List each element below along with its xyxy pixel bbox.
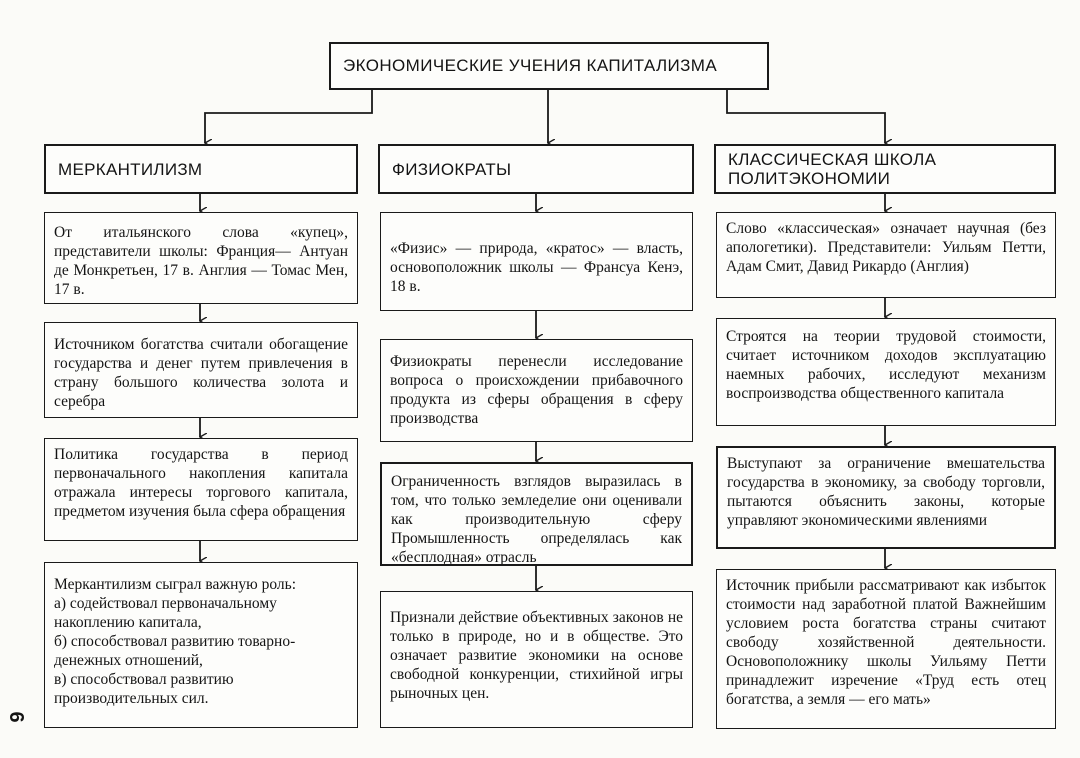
physiocrats-origin-box: «Физис» — природа, «кратос» — власть, основоположник школы — Франсуа Кенэ, 18 в. bbox=[380, 212, 693, 311]
classical-origin-box: Слово «классическая» означает научная (без апологетики). Представители: Уильям Петти, Адам Смит, Давид Рикардо (Англия) bbox=[716, 212, 1056, 298]
mercantilism-policy-box: Политика государства в период первоначального накопления капитала отражала интересы торгового капитала, предметом изучения была сфера обращения bbox=[44, 438, 358, 541]
heading-physiocrats: ФИЗИОКРАТЫ bbox=[378, 144, 694, 194]
physiocrats-limitations-box: Ограниченность взглядов выразилась в том, что только земледелие они оценивали как производительную сферу Промышленность определялась как «бесплодная» отрасль bbox=[380, 462, 693, 566]
heading-classical-school: КЛАССИЧЕСКАЯ ШКОЛА ПОЛИТЭКОНОМИИ bbox=[714, 144, 1056, 194]
physiocrats-research-box: Физиократы перенесли исследование вопроса о происхождении прибавочного продукта из сферы обращения в сферу производства bbox=[380, 339, 693, 442]
mercantilism-wealth-box: Источником богатства считали обогащение государства и денег путем привлечения в страну большого количества золота и серебра bbox=[44, 322, 358, 418]
connector-title-to-mercantilism bbox=[205, 90, 372, 143]
connector-title-to-classical bbox=[727, 90, 885, 143]
page-number: 6 bbox=[5, 711, 27, 723]
classical-labor-value-box: Строятся на теории трудовой стоимости, считает источником доходов эксплуатацию наемных рабочих, исследуют механизм воспроизводства общественного капитала bbox=[716, 318, 1056, 426]
heading-mercantilism: МЕРКАНТИЛИЗМ bbox=[44, 144, 358, 194]
classical-free-trade-box: Выступают за ограничение вмешательства государства в экономику, за свободу торговли, пытаются объяснить законы, которые управляют экономическими явлениями bbox=[716, 446, 1056, 549]
mercantilism-origin-box: От итальянского слова «купец», представители школы: Франция— Антуан де Монкретьен, 17 в. Англия — Томас Мен, 17 в. bbox=[44, 212, 358, 304]
diagram-title: ЭКОНОМИЧЕСКИЕ УЧЕНИЯ КАПИТАЛИЗМА bbox=[329, 42, 769, 90]
mercantilism-role-box: Меркантилизм сыграл важную роль: а) содействовал первоначальному накоплению капитала, б) способствовал развитию товарно-денежных отношений, в) способствовал развитию производительных сил. bbox=[44, 562, 358, 728]
physiocrats-laws-box: Признали действие объективных законов не только в природе, но и в обществе. Это означает развитие экономики на основе свободной конкуренции, стихийной игры рыночных цен. bbox=[380, 591, 693, 728]
classical-profit-box: Источник прибыли рассматривают как избыток стоимости над заработной платой Важнейшим условием роста богатства страны считают свободу хозяйственной деятельности. Основоположнику школы Уильяму Петти принадлежит изречение «Труд есть отец богатства, а земля — его мать» bbox=[716, 569, 1056, 729]
